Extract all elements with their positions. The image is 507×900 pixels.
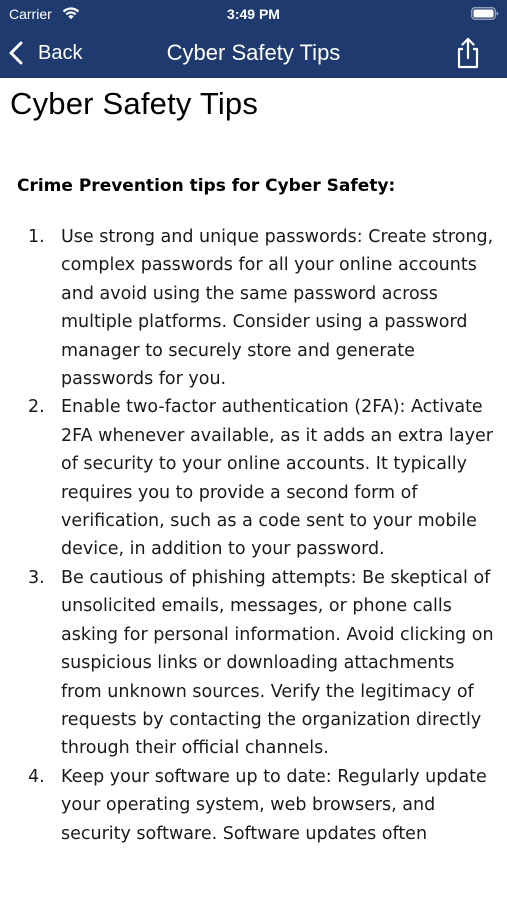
list-item [0,393,507,563]
status-time: 3:49 PM [227,6,280,22]
list-item [0,564,507,763]
battery-icon [471,7,499,20]
list-item-text: Be cautious of phishing attempts: Be skeptical of unsolicited emails, messages, or phone calls asking for personal information. Avoid clicking on suspicious links or downloading attachments from unknown sources. Verify the legitimacy of requests by contacting the organization directly through their official channels. [61,567,494,759]
navigation-bar [0,28,507,78]
list-item-number: 2. [28,397,45,418]
list-item [0,763,507,848]
list-item-text: Keep your software up to date: Regularly update your operating system, web browsers, and security software. Software updates often [61,766,487,844]
list-item [0,223,507,393]
list-item-text: Enable two-factor authentication (2FA): Activate 2FA whenever available, as it adds an extra layer of security to your online accounts. It typically requires you to provide a second form of verification, such as a code sent to your mobile device, in addition to your password. [61,397,493,560]
share-icon [454,36,482,70]
content-scroll-area[interactable] [0,78,507,900]
list-item-number: 1. [28,227,45,247]
app-header [0,0,507,78]
tips-list [0,223,507,848]
share-button[interactable] [454,36,482,70]
section-title: Crime Prevention tips for Cyber Safety: [17,176,396,196]
nav-title: Cyber Safety Tips [166,40,341,65]
back-button-label: Back [38,41,83,64]
list-item-text: Use strong and unique passwords: Create strong, complex passwords for all your online accounts and avoid using the same password across multiple platforms. Consider using a password manager to securely store and generate passwords for you. [61,227,494,390]
page-title: Cyber Safety Tips [10,86,259,121]
status-bar [0,0,507,28]
list-item-number: 4. [28,766,45,787]
carrier-label: Carrier [9,6,52,22]
list-item-number: 3. [28,567,45,588]
